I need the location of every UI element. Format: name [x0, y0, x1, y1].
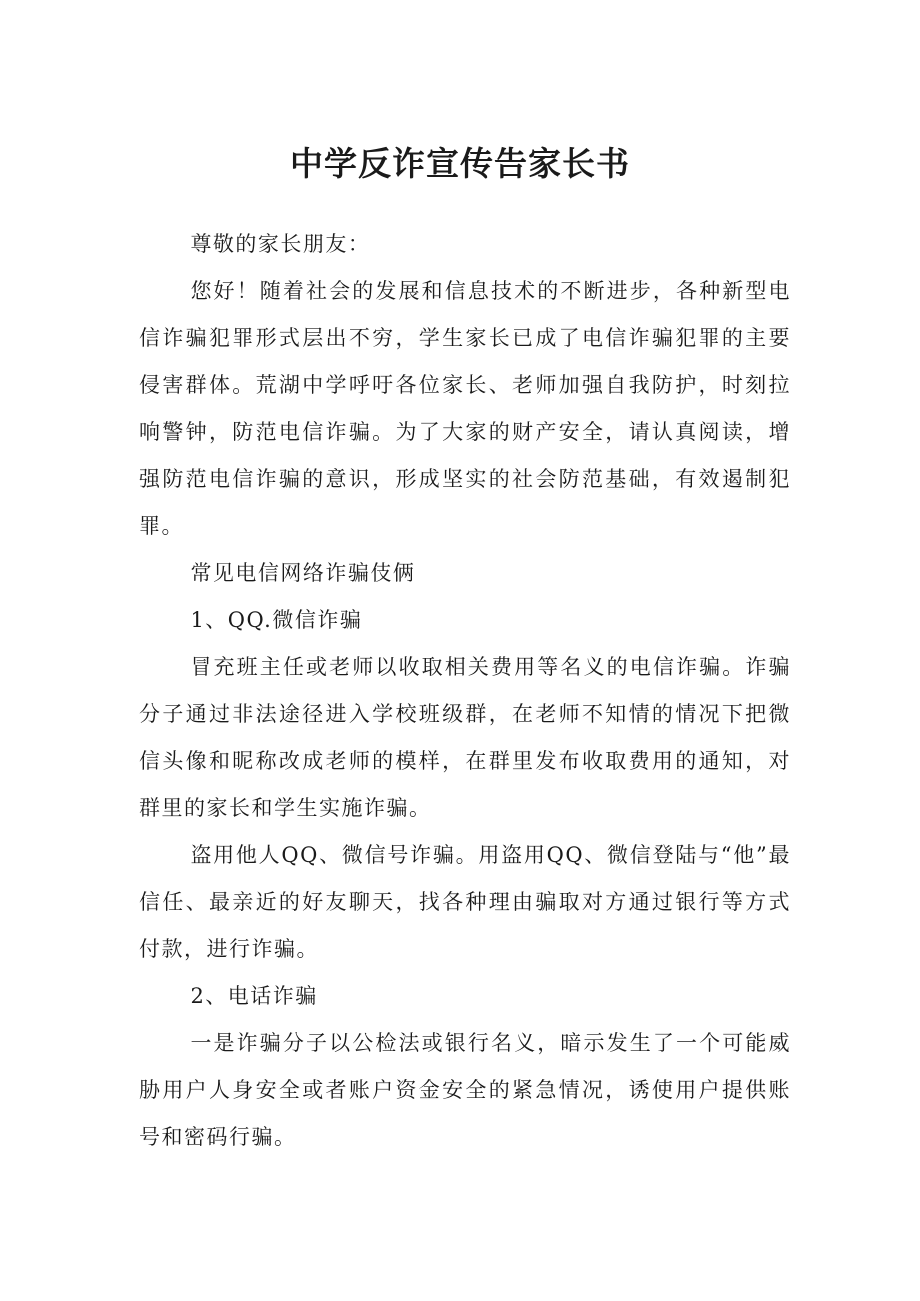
document-body	[139, 221, 791, 1161]
subsection-heading-qq-wechat: 1、QQ.微信诈骗	[190, 608, 363, 632]
section-heading: 常见电信网络诈骗伎俩	[190, 561, 416, 585]
subsection-heading-phone: 2、电话诈骗	[190, 984, 318, 1008]
document-title: 中学反诈宣传告家长书	[290, 144, 630, 183]
body-paragraph: 冒充班主任或老师以收取相关费用等名义的电信诈骗。诈骗分子通过非法途径进入学校班级群，在老师不知情的情况下把微信头像和昵称改成老师的模样，在群里发布收取费用的通知，对群里的家长和学生实施诈骗。	[139, 655, 791, 820]
body-paragraph: 盗用他人QQ、微信号诈骗。用盗用QQ、微信登陆与“他”最信任、最亲近的好友聊天，找各种理由骗取对方通过银行等方式付款，进行诈骗。	[139, 843, 791, 961]
salutation-paragraph: 尊敬的家长朋友：	[190, 232, 371, 256]
body-paragraph: 一是诈骗分子以公检法或银行名义，暗示发生了一个可能威胁用户人身安全或者账户资金安全的紧急情况，诱使用户提供账号和密码行骗。	[139, 1031, 791, 1149]
intro-paragraph: 您好！随着社会的发展和信息技术的不断进步，各种新型电信诈骗犯罪形式层出不穷，学生家长已成了电信诈骗犯罪的主要侵害群体。荒湖中学呼吁各位家长、老师加强自我防护，时刻拉响警钟，防范电信诈骗。为了大家的财产安全，请认真阅读，增强防范电信诈骗的意识，形成坚实的社会防范基础，有效遏制犯罪。	[139, 279, 791, 538]
